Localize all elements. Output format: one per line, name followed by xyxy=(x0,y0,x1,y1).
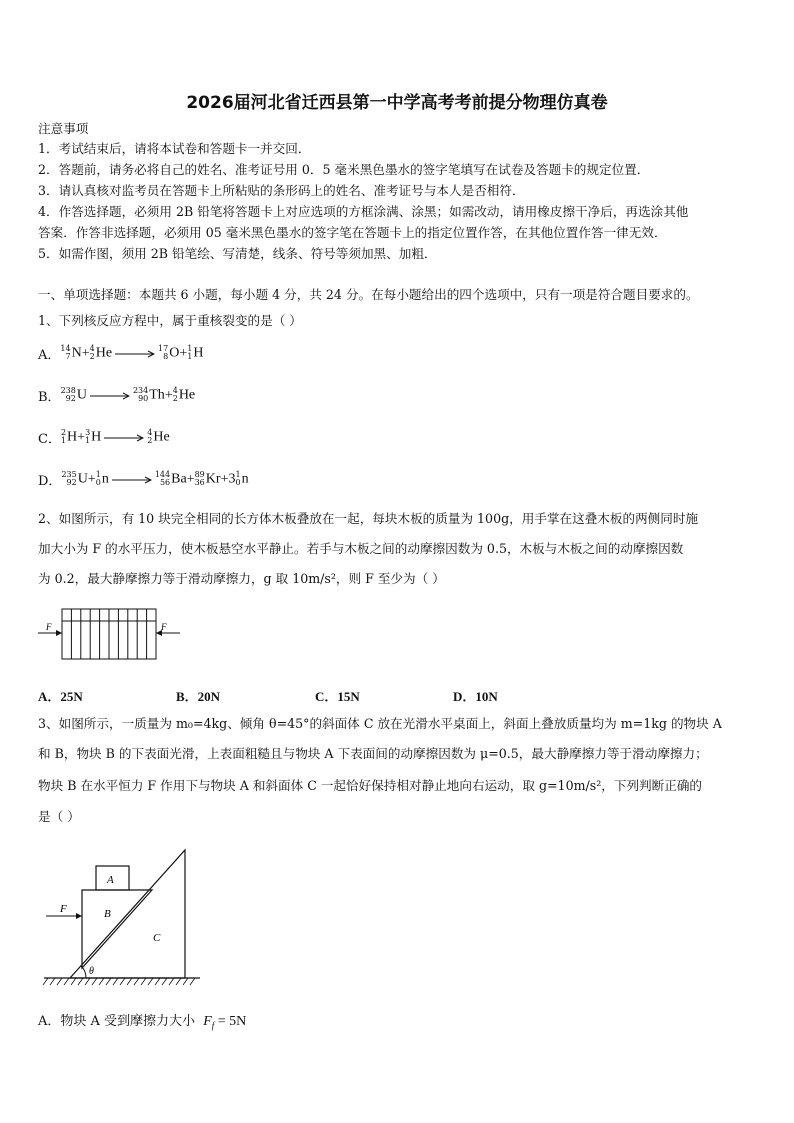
notice-heading: 注意事项 xyxy=(38,121,89,136)
q2-board-stack-figure xyxy=(38,603,188,663)
hatch-line xyxy=(169,978,174,985)
plus-sign: + xyxy=(164,388,173,403)
nuclide: 4 2 He xyxy=(147,428,170,446)
nuclide: 234 90 Th xyxy=(132,386,165,404)
q3-option-a-text: A．物块 A 受到摩擦力大小 xyxy=(38,1014,196,1029)
q1-option-a xyxy=(38,344,203,363)
q1-option-c xyxy=(38,428,170,447)
nuclide: 144 56 Ba xyxy=(154,470,187,488)
hatch-line xyxy=(141,978,146,985)
plus-sign: + xyxy=(81,346,90,361)
hatch-line xyxy=(155,978,160,985)
nuclide: 17 8 O xyxy=(158,344,180,362)
hatch-line xyxy=(50,978,55,985)
hatch-line xyxy=(57,978,62,985)
block-b-label: B xyxy=(104,908,111,920)
question-3-line: 物块 B 在水平恒力 F 作用下与物块 A 和斜面体 C 一起恰好保持相对静止地向右运动，取 g=10m/s²，下列判断正确的 xyxy=(38,778,703,793)
hatch-line xyxy=(134,978,139,985)
plus-sign: + xyxy=(186,472,195,487)
option-label: D． xyxy=(38,474,62,489)
nuclide: 1 0 n xyxy=(95,470,109,488)
notice-item: 5．如需作图，须用 2B 铅笔绘、写清楚，线条、符号等须加黑、加粗． xyxy=(38,246,437,261)
hatch-line xyxy=(120,978,125,985)
notice-item: 2．答题前，请务必将自己的姓名、准考证号用 0．5 毫米黑色墨水的签字笔填写在试卷及答题卡的规定位置． xyxy=(38,162,650,177)
question-2-line: 2、如图所示，有 10 块完全相同的长方体木板叠放在一起，每块木板的质量为 100g，用手掌在这叠木板的两侧同时施 xyxy=(38,511,699,526)
q1-option-b xyxy=(38,386,195,405)
block-a-label: A xyxy=(107,874,114,886)
plus-sign: + xyxy=(179,346,188,361)
q2-choice-d[interactable]: D．10N xyxy=(453,689,498,704)
force-f-label: F xyxy=(60,903,67,915)
hatch-line xyxy=(99,978,104,985)
hatch-line xyxy=(162,978,167,985)
hatch-line xyxy=(148,978,153,985)
nuclide: 4 2 He xyxy=(172,386,196,404)
hatch-line xyxy=(106,978,111,985)
hatch-line xyxy=(71,978,76,985)
nuclide: 89 36 Kr xyxy=(194,470,221,488)
nuclide: 2 1 H xyxy=(60,428,78,446)
nuclide: 14 7 N xyxy=(60,344,82,362)
q2-choice-b[interactable]: B．20N xyxy=(176,689,221,704)
notice-item: 答案．作答非选择题，必须用 05 毫米黑色墨水的签字笔在答题卡上的指定位置作答，在其他位置作答一律无效． xyxy=(38,225,667,240)
q3-option-a[interactable] xyxy=(38,1014,246,1034)
hatch-line xyxy=(127,978,132,985)
question-3-line: 和 B，物块 B 的下表面光滑，上表面粗糙且与物块 A 下表面间的动摩擦因数为 μ=0.5，最大静摩擦力等于滑动摩擦力； xyxy=(38,746,708,761)
reaction-arrow-icon xyxy=(115,349,155,359)
q2-choice-a[interactable]: A．25N xyxy=(38,689,83,704)
theta-label: θ xyxy=(89,966,94,977)
page-title: 2026届河北省迁西县第一中学高考考前提分物理仿真卷 xyxy=(186,93,608,113)
plus-sign: + xyxy=(220,472,229,487)
q3-incline-figure xyxy=(40,845,210,990)
q3-option-a-formula: F xyxy=(203,1014,212,1029)
plus-sign: + xyxy=(77,430,86,445)
nuclide: 238 92 U xyxy=(60,386,87,404)
option-label: B． xyxy=(38,390,61,405)
section-heading: 一、单项选择题：本题共 6 小题，每小题 4 分，共 24 分。在每小题给出的四个选项中，只有一项是符合题目要求的。 xyxy=(38,287,699,302)
hatch-line xyxy=(92,978,97,985)
option-label: A． xyxy=(38,348,61,363)
hatch-line xyxy=(64,978,69,985)
reaction-arrow-icon xyxy=(112,475,152,485)
q3-option-a-sub: f xyxy=(211,1020,215,1031)
hatch-line xyxy=(190,978,195,985)
plus-sign: + xyxy=(87,472,96,487)
notice-item: 4．作答选择题，必须用 2B 铅笔将答题卡上对应选项的方框涂满、涂黑；如需改动，请用橡皮擦干净后，再选涂其他 xyxy=(38,204,689,219)
question-2-line: 加大小为 F 的水平压力，使木板悬空水平静止。若手与木板之间的动摩擦因数为 0.5，木板与木板之间的动摩擦因数 xyxy=(38,541,684,556)
q2-right-force-label: F xyxy=(161,622,167,632)
hatch-line xyxy=(176,978,181,985)
q2-choice-c[interactable]: C．15N xyxy=(315,689,360,704)
hatch-line xyxy=(113,978,118,985)
reaction-arrow-icon xyxy=(90,391,130,401)
option-label: C． xyxy=(38,432,61,447)
hatch-line xyxy=(78,978,83,985)
ground-hatch xyxy=(43,978,195,985)
hatch-line xyxy=(43,978,48,985)
hatch-line xyxy=(85,978,90,985)
question-2-line: 为 0.2，最大静摩擦力等于滑动摩擦力，g 取 10m/s²，则 F 至少为（ ） xyxy=(38,571,445,586)
q2-left-force-label: F xyxy=(46,622,52,632)
question-1-stem: 1、下列核反应方程中，属于重核裂变的是（ ） xyxy=(38,313,302,328)
question-3-line: 是（ ） xyxy=(38,809,80,824)
q3-option-a-value: = 5N xyxy=(214,1014,247,1029)
reaction-arrow-icon xyxy=(104,433,144,443)
nuclide: 3 1 H xyxy=(85,428,102,446)
nuclide: 3 1 0 n xyxy=(228,470,249,488)
q1-option-d xyxy=(38,470,249,489)
question-3-line: 3、如图所示，一质量为 m₀=4kg、倾角 θ=45°的斜面体 C 放在光滑水平桌面上，斜面上叠放质量均为 m=1kg 的物块 A xyxy=(38,716,722,731)
nuclide: 1 1 H xyxy=(187,344,204,362)
notice-item: 3．请认真核对监考员在答题卡上所粘贴的条形码上的姓名、准考证号与本人是否相符． xyxy=(38,183,525,198)
nuclide: 235 92 U xyxy=(61,470,88,488)
block-c-label: C xyxy=(153,932,161,944)
nuclide: 4 2 He xyxy=(89,344,113,362)
notice-item: 1．考试结束后，请将本试卷和答题卡一并交回． xyxy=(38,141,311,156)
hatch-line xyxy=(183,978,188,985)
